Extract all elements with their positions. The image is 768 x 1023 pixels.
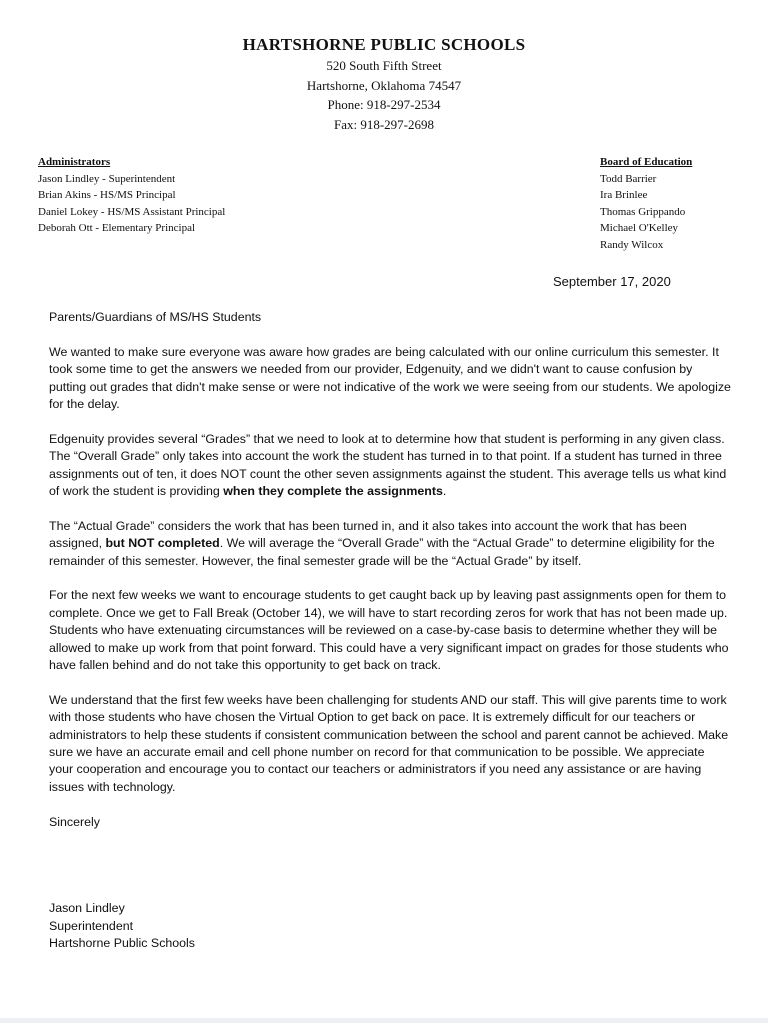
administrators-list (38, 154, 225, 237)
board-member-name: Thomas Grippando (600, 205, 686, 218)
closing: Sincerely (49, 814, 100, 829)
board-member-name: Randy Wilcox (600, 238, 664, 251)
page-bottom-edge (0, 1018, 768, 1023)
signature-space (49, 848, 731, 900)
paragraph-emphasis: when they complete the assignments (223, 484, 443, 499)
signature-name: Jason Lindley (49, 901, 125, 916)
paragraph: We understand that the first few weeks have been challenging for students AND our staff. This will give parents time to work with those students who have chosen the Virtual Option to get back on pace. It is extremely difficult for our teachers or administrators to help these students if consistent communication between the school and parent cannot be achieved. Make sure we have an accurate email and cell phone number on record for that communication to be possible. We appreciate your cooperation and encourage you to contact our teachers or administrators if you need any assistance or are having issues with technology. (49, 692, 729, 794)
paragraph-emphasis: but NOT completed (105, 536, 220, 551)
board-member-name: Todd Barrier (600, 172, 657, 185)
paragraph: We wanted to make sure everyone was aware how grades are being calculated with our online curriculum this semester. It took some time to get the answers we needed from our provider, Edgenuity, and we didn't want to cause confusion by putting out grades that didn't make sense or were not indicative of the work we were seeing from our students. We apologize for the delay. (49, 344, 731, 412)
signature-org: Hartshorne Public Schools (49, 936, 196, 951)
signature-title: Superintendent (49, 918, 134, 933)
letter-date: September 17, 2020 (553, 274, 671, 289)
paragraph-text: The “Actual Grade” considers the work that has been turned in, and it also takes into account the work that has been assigned, (49, 518, 687, 551)
paragraph-text: Edgenuity provides several “Grades” that we need to look at to determine how that student is performing in any given class. The “Overall Grade” only takes into account the work the student has turned in to that point. If a student has turned in three assignments out of ten, it does NOT count the other seven assignments against the student. This average tells us what kind of work the student is providing (49, 431, 727, 499)
paragraph (49, 431, 731, 501)
paragraph: For the next few weeks we want to encourage students to get caught back up by leaving past assignments open for them to complete. Once we get to Fall Break (October 14), we will have to start recording zeros for work that has not been made up. Students who have extenuating circumstances will be reviewed on a case-by-case basis to determine whether they will be allowed to make up work from that point forward. This could have a very significant impact on grades for those students who have fallen behind and do not take this opportunity to get back on track. (49, 588, 729, 673)
administrators-heading: Administrators (38, 156, 111, 168)
school-city: Hartshorne, Oklahoma 74547 (306, 77, 462, 93)
board-member-name: Ira Brinlee (600, 189, 648, 202)
administrator-name: Deborah Ott - Elementary Principal (38, 222, 196, 235)
school-fax: Fax: 918-297-2698 (333, 116, 435, 132)
administrator-name: Jason Lindley - Superintendent (38, 172, 176, 185)
paragraph-text: . (442, 484, 447, 499)
paragraph-text: . We will average the “Overall Grade” with the “Actual Grade” to determine eligibility for the remainder of this semester. However, the final semester grade will be the “Actual Grade” by itself. (49, 536, 715, 568)
letterhead (0, 34, 768, 134)
school-phone: Phone: 918-297-2534 (327, 97, 441, 112)
administrator-name: Daniel Lokey - HS/MS Assistant Principal (38, 205, 226, 218)
board-member-name: Michael O'Kelley (600, 222, 679, 235)
school-street: 520 South Fifth Street (326, 58, 442, 73)
board-heading: Board of Education (600, 156, 693, 168)
administrator-name: Brian Akins - HS/MS Principal (38, 189, 176, 202)
letter-body (49, 309, 731, 953)
board-list (600, 154, 692, 254)
school-name: HARTSHORNE PUBLIC SCHOOLS (242, 35, 526, 54)
paragraph (49, 518, 731, 570)
greeting: Parents/Guardians of MS/HS Students (49, 310, 262, 324)
